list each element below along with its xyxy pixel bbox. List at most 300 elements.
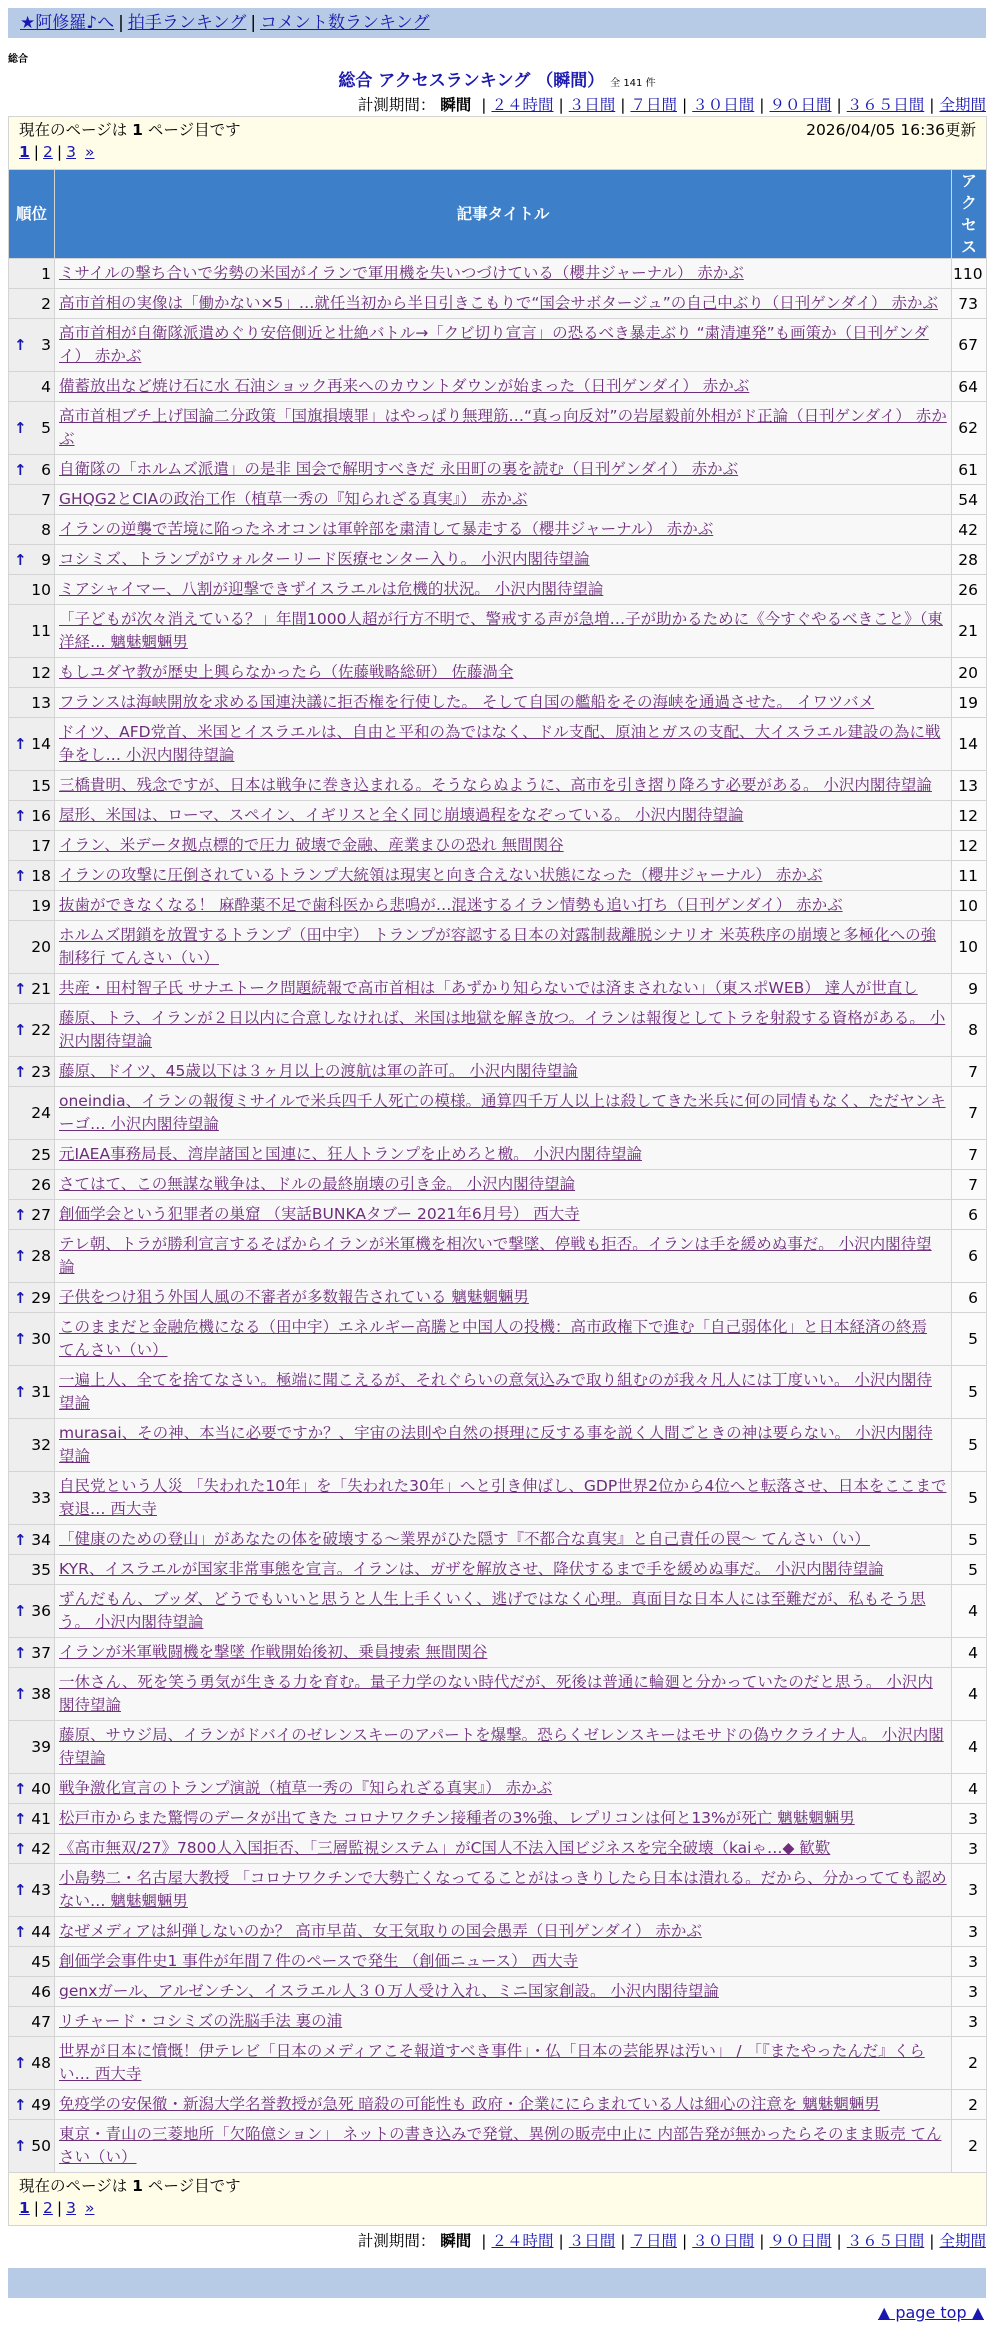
rank-up-arrow-icon: ↑ [14, 419, 27, 437]
article-link[interactable]: 藤原、トラ、イランが２日以内に合意しなければ、米国は地獄を解き放つ。イランは報復としてトラを射殺する資格がある。 小沢内閣待望論 [59, 1009, 946, 1050]
access-count: 19 [952, 688, 987, 718]
title-cell [55, 974, 952, 1004]
rank-number: 28 [31, 1247, 51, 1265]
rank-up-arrow-icon: ↑ [14, 979, 27, 998]
access-count: 7 [952, 1057, 987, 1087]
rank-number: 43 [31, 1881, 51, 1899]
table-row [9, 891, 987, 921]
rank-number: 2 [41, 294, 51, 313]
period-selector-bottom [8, 2228, 986, 2254]
article-link[interactable]: 藤原、サウジ局、イランがドバイのゼレンスキーのアパートを爆撃。恐らくゼレンスキーはモサドの偽ウクライナ人。 小沢内閣待望論 [59, 1726, 944, 1767]
rank-number: 31 [31, 1383, 51, 1401]
rank-up-arrow-icon: ↑ [14, 1062, 27, 1081]
rank-number: 50 [31, 2137, 51, 2155]
rank-number: 24 [31, 1104, 51, 1122]
current-page-text-bottom: 現在のページは 1 ページ目です [19, 2177, 241, 2195]
title-cell [55, 1004, 952, 1057]
period-link[interactable]: ３日間 [568, 2232, 616, 2250]
rank-number: 17 [31, 836, 51, 855]
access-count: 3 [952, 1834, 987, 1864]
period-link[interactable]: ３０日間 [692, 96, 755, 114]
article-link[interactable]: 一遍上人、全てを捨てなさい。極端に聞こえるが、それぐらいの意気込みで取り組むのが我々凡人には丁度いい。 小沢内閣待望論 [59, 1371, 932, 1412]
title-cell [55, 688, 952, 718]
rank-cell [9, 658, 55, 688]
article-link[interactable]: 創価学会という犯罪者の巣窟 （実話BUNKAタブー 2021年6月号） 西大寺 [59, 1205, 580, 1223]
period-selector-top [8, 94, 986, 116]
rank-number: 9 [41, 550, 51, 569]
rank-number: 25 [31, 1145, 51, 1164]
rank-cell [9, 259, 55, 289]
article-link[interactable]: ずんだもん、ブッダ、どうでもいいと思うと人生上手くいく、逃げではなく心理。真面目な日本人には至難だが、私もそう思う。 小沢内閣待望論 [59, 1590, 926, 1631]
rank-cell [9, 1834, 55, 1864]
table-row [9, 1525, 987, 1555]
table-row [9, 1140, 987, 1170]
nav-separator: | [250, 13, 257, 33]
title-cell [55, 718, 952, 771]
rank-number: 36 [31, 1602, 51, 1620]
article-link[interactable]: murasai、その神、本当に必要ですか？、宇宙の法則や自然の摂理に反する事を説く人間ごときの神は要らない。 小沢内閣待望論 [59, 1424, 933, 1465]
title-cell [55, 259, 952, 289]
access-count: 10 [952, 921, 987, 974]
rank-number: 10 [31, 580, 51, 599]
title-cell [55, 1230, 952, 1283]
title-cell [55, 1200, 952, 1230]
table-row [9, 1283, 987, 1313]
rank-number: 15 [31, 776, 51, 795]
article-link[interactable]: 備蓄放出など焼け石に水 石油ショック再来へのカウントダウンが始まった（日刊ゲンダイ） 赤かぶ [59, 377, 750, 395]
title-cell [55, 1140, 952, 1170]
table-row [9, 1721, 987, 1774]
access-count: 10 [952, 891, 987, 921]
period-separator: | [620, 96, 626, 114]
table-row [9, 1200, 987, 1230]
pager-page-2[interactable]: 2 [43, 2199, 53, 2217]
access-count: 9 [952, 974, 987, 1004]
current-page-text: 現在のページは 1 ページ目です [19, 121, 241, 139]
period-separator: | [682, 96, 688, 114]
table-row [9, 1947, 987, 1977]
title-cell [55, 1917, 952, 1947]
access-count: 64 [952, 372, 987, 402]
period-link[interactable]: ２４時間 [491, 96, 554, 114]
rank-cell [9, 289, 55, 319]
rank-cell [9, 1087, 55, 1140]
title-cell [55, 1977, 952, 2007]
access-count: 12 [952, 831, 987, 861]
rank-up-arrow-icon: ↑ [14, 1288, 27, 1307]
rank-up-arrow-icon: ↑ [14, 1881, 27, 1899]
table-row [9, 1638, 987, 1668]
access-count: 5 [952, 1419, 987, 1472]
pager-page-3[interactable]: 3 [66, 2199, 77, 2217]
nav-link-clap-ranking[interactable]: 拍手ランキング [127, 13, 247, 33]
period-separator: | [836, 2232, 842, 2250]
title-cell [55, 2090, 952, 2120]
rank-cell [9, 771, 55, 801]
title-cell [55, 1472, 952, 1525]
rank-cell [9, 1804, 55, 1834]
table-row [9, 771, 987, 801]
table-row [9, 1087, 987, 1140]
article-link[interactable]: 自民党という人災 「失われた10年」を「失われた30年」へと引き伸ばし、GDP世界2位から4位へと転落させ、日本をここまで衰退… 西大寺 [59, 1477, 947, 1518]
rank-up-arrow-icon: ↑ [14, 866, 27, 885]
article-link[interactable]: 共産・田村智子氏 サナエトーク問題続報で高市首相は「あずかり知らないでは済まされない」（東スポWEB） 達人が世直し [59, 979, 918, 997]
rank-cell [9, 1366, 55, 1419]
article-link[interactable]: GHQG2とCIAの政治工作（植草一秀の『知られざる真実』） 赤かぶ [59, 490, 528, 508]
rank-up-arrow-icon: ↑ [14, 1021, 27, 1039]
table-row [9, 2007, 987, 2037]
pager-page-3[interactable]: 3 [66, 143, 77, 161]
rank-number: 23 [31, 1062, 51, 1081]
table-info-row-bottom [9, 2173, 987, 2226]
title-cell [55, 605, 952, 658]
rank-cell [9, 1917, 55, 1947]
article-link[interactable]: 高市首相ブチ上げ国論二分政策「国旗損壊罪」はやっぱり無理筋…“真っ向反対”の岩屋毅前外相がド正論（日刊ゲンダイ） 赤かぶ [59, 407, 947, 448]
page-top-link[interactable]: ▲ page top ▲ [877, 2303, 984, 2322]
table-info-row [9, 117, 987, 170]
rank-number: 20 [31, 938, 51, 956]
rank-number: 4 [41, 377, 51, 396]
title-cell [55, 515, 952, 545]
table-row [9, 2120, 987, 2173]
table-row [9, 1057, 987, 1087]
page-title [8, 70, 986, 92]
rank-number: 22 [31, 1021, 51, 1039]
table-row [9, 1230, 987, 1283]
period-separator: | [929, 96, 935, 114]
title-cell [55, 1721, 952, 1774]
article-link[interactable]: 子供をつけ狙う外国人風の不審者が多数報告されている 魑魅魍魎男 [59, 1288, 529, 1306]
table-row [9, 605, 987, 658]
rank-cell [9, 1721, 55, 1774]
rank-number: 44 [31, 1922, 51, 1941]
period-separator: | [481, 2232, 487, 2250]
rank-number: 6 [41, 460, 51, 479]
title-cell [55, 771, 952, 801]
period-link[interactable]: ３６５日間 [846, 2232, 925, 2250]
title-cell [55, 1668, 952, 1721]
article-link[interactable]: イランの逆襲で苦境に陥ったネオコンは軍幹部を粛清して暴走する（櫻井ジャーナル） 赤かぶ [59, 520, 714, 538]
period-current: 瞬間 [440, 96, 472, 114]
article-link[interactable]: コシミズ、トランプがウォルターリード医療センター入り。 小沢内閣待望論 [59, 550, 590, 568]
rank-cell [9, 718, 55, 771]
period-separator: | [558, 96, 564, 114]
access-count: 3 [952, 1864, 987, 1917]
period-link[interactable]: ９０日間 [769, 2232, 832, 2250]
table-row [9, 831, 987, 861]
table-row [9, 545, 987, 575]
access-count: 6 [952, 1283, 987, 1313]
title-cell [55, 545, 952, 575]
title-cell [55, 1804, 952, 1834]
access-count: 3 [952, 1947, 987, 1977]
period-separator: | [682, 2232, 688, 2250]
access-count: 13 [952, 771, 987, 801]
table-row [9, 319, 987, 372]
rank-number: 32 [31, 1436, 51, 1454]
rank-cell [9, 372, 55, 402]
pager-page-1[interactable]: 1 [19, 143, 30, 161]
access-count: 6 [952, 1230, 987, 1283]
pager-top: 1 | 2 | 3 » [19, 143, 95, 161]
article-link[interactable]: 屋形、米国は、ローマ、スペイン、イギリスと全く同じ崩壊過程をなぞっている。 小沢内閣待望論 [59, 806, 744, 824]
title-cell [55, 1525, 952, 1555]
table-row [9, 658, 987, 688]
access-count: 26 [952, 575, 987, 605]
article-link[interactable]: 抜歯ができなくなる！ 麻酔薬不足で歯科医から悲鳴が…混迷するイラン情勢も追い打ち（日刊ゲンダイ） 赤かぶ [59, 896, 843, 914]
rank-number: 8 [41, 520, 51, 539]
access-count: 54 [952, 485, 987, 515]
article-link[interactable]: 松戸市からまた驚愕のデータが出てきた コロナワクチン接種者の3%強、レプリコンは何と13%が死亡 魑魅魍魎男 [59, 1809, 855, 1827]
article-link[interactable]: イランの攻撃に圧倒されているトランプ大統領は現実と向き合えない状態になった（櫻井ジャーナル） 赤かぶ [59, 866, 823, 884]
rank-up-arrow-icon: ↑ [14, 806, 27, 825]
pager-next[interactable]: » [84, 2199, 95, 2217]
rank-up-arrow-icon: ↑ [14, 1839, 27, 1858]
rank-cell [9, 1668, 55, 1721]
access-count: 20 [952, 658, 987, 688]
rank-number: 49 [31, 2095, 51, 2114]
title-cell [55, 1087, 952, 1140]
table-row [9, 2090, 987, 2120]
article-link[interactable]: もしユダヤ教が歴史上興らなかったら（佐藤戦略総研） 佐藤渦全 [59, 663, 514, 681]
article-link[interactable]: このままだと金融危機になる（田中宇）エネルギー高騰と中国人の投機：高市政権下で進む「自己弱体化」と日本経済の終焉 てんさい（い） [59, 1318, 928, 1359]
rank-cell [9, 545, 55, 575]
rank-up-arrow-icon: ↑ [14, 1383, 27, 1401]
table-row [9, 1774, 987, 1804]
rank-cell [9, 575, 55, 605]
rank-number: 11 [31, 622, 51, 640]
article-link[interactable]: 世界が日本に憤慨！伊テレビ「日本のメディアこそ報道すべき事件」・仏「日本の芸能界は汚い」 / 「『またやったんだ』くらい… 西大寺 [59, 2042, 925, 2083]
table-row [9, 372, 987, 402]
rank-number: 39 [31, 1738, 51, 1756]
period-current: 瞬間 [440, 2232, 472, 2250]
article-link[interactable]: なぜメディアは糾弾しないのか？ 高市早苗、女王気取りの国会愚弄（日刊ゲンダイ） 赤かぶ [59, 1922, 702, 1940]
rank-cell [9, 1170, 55, 1200]
article-link[interactable]: 「子どもが次々消えている？」年間1000人超が行方不明で、警戒する声が急増…子が助かるために《今すぐやるべきこと》（東洋経… 魑魅魍魎男 [59, 610, 943, 651]
article-link[interactable]: oneindia、イランの報復ミサイルで米兵四千人死亡の模様。通算四千万人以上は殺してきた米兵に何の同情もなく、ただヤンキーゴ… 小沢内閣待望論 [59, 1092, 946, 1133]
article-link[interactable]: ホルムズ閉鎖を放置するトランプ（田中宇） トランプが容認する日本の対露制裁離脱シナリオ 米英秩序の崩壊と多極化への強制移行 てんさい（い） [59, 926, 937, 967]
table-row [9, 1419, 987, 1472]
period-link[interactable]: ３６５日間 [846, 96, 925, 114]
table-row [9, 718, 987, 771]
period-label: 計測期間： [357, 96, 436, 114]
table-row [9, 1313, 987, 1366]
access-count: 42 [952, 515, 987, 545]
table-row [9, 974, 987, 1004]
table-row [9, 1977, 987, 2007]
article-link[interactable]: 一休さん、死を笑う勇気が生きる力を育む。量子力学のない時代だが、死後は普通に輪廻と分かっていたのだと思う。 小沢内閣待望論 [59, 1673, 933, 1714]
nav-link-comment-ranking[interactable]: コメント数ランキング [260, 13, 430, 33]
table-row [9, 289, 987, 319]
table-row [9, 688, 987, 718]
title-cell [55, 1774, 952, 1804]
rank-cell [9, 1525, 55, 1555]
rank-number: 19 [31, 896, 51, 915]
period-link[interactable]: 全期間 [939, 96, 986, 114]
table-row [9, 1585, 987, 1638]
table-row [9, 1555, 987, 1585]
title-cell [55, 2120, 952, 2173]
rank-number: 14 [31, 735, 51, 753]
article-link[interactable]: イラン、米データ拠点標的で圧力 破壊で金融、産業まひの恐れ 無間関谷 [59, 836, 564, 854]
title-cell [55, 2037, 952, 2090]
access-count: 3 [952, 1977, 987, 2007]
access-count: 67 [952, 319, 987, 372]
article-link[interactable]: 小島勢二・名古屋大教授 「コロナワクチンで大勢亡くなってることがはっきりしたら日本は潰れる。だから、分かってても認めない… 魑魅魍魎男 [59, 1869, 947, 1910]
nav-separator: | [118, 13, 124, 33]
period-separator: | [620, 2232, 626, 2250]
rank-cell [9, 485, 55, 515]
article-link[interactable]: ドイツ、AFD党首、米国とイスラエルは、自由と平和の為ではなく、ドル支配、原油とガスの支配、大イスラエル建設の為に戦争をし… 小沢内閣待望論 [59, 723, 941, 764]
article-link[interactable]: 創価学会事件史1 事件が年間７件のペースで発生 （創価ニュース） 西大寺 [59, 1952, 579, 1970]
access-count: 5 [952, 1555, 987, 1585]
rank-up-arrow-icon: ↑ [14, 1922, 27, 1941]
article-link[interactable]: 高市首相の実像は「働かない×5」…就任当初から半日引きこもりで“国会サボタージュ”の自己中ぶり（日刊ゲンダイ） 赤かぶ [59, 294, 938, 312]
rank-cell [9, 1774, 55, 1804]
access-count: 5 [952, 1366, 987, 1419]
title-cell [55, 861, 952, 891]
rank-cell [9, 515, 55, 545]
table-row [9, 2037, 987, 2090]
table-header-row [9, 170, 987, 259]
article-link[interactable]: 高市首相が自衛隊派遣めぐり安倍側近と壮絶バトル→「クビ切り宣言」の恐るべき暴走ぶり “粛清連発”も画策か（日刊ゲンダイ） 赤かぶ [59, 324, 929, 365]
table-row [9, 1864, 987, 1917]
title-cell [55, 319, 952, 372]
rank-up-arrow-icon: ↑ [14, 1643, 27, 1662]
title-cell [55, 289, 952, 319]
rank-up-arrow-icon: ↑ [14, 1330, 27, 1348]
article-link[interactable]: 元IAEA事務局長、湾岸諸国と国連に、狂人トランプを止めろと檄。 小沢内閣待望論 [59, 1145, 643, 1163]
period-link[interactable]: ９０日間 [769, 96, 832, 114]
access-count: 21 [952, 605, 987, 658]
rank-cell [9, 605, 55, 658]
access-count: 7 [952, 1170, 987, 1200]
table-row [9, 801, 987, 831]
period-link[interactable]: ７日間 [630, 96, 677, 114]
rank-up-arrow-icon: ↑ [14, 550, 27, 569]
table-row [9, 1668, 987, 1721]
period-link[interactable]: ７日間 [630, 2232, 677, 2250]
rank-up-arrow-icon: ↑ [14, 735, 27, 753]
title-cell [55, 1313, 952, 1366]
article-link[interactable]: genxガール、アルゼンチン、イスラエル人３０万人受け入れ、ミニ国家創設。 小沢内閣待望論 [59, 1982, 719, 2000]
article-link[interactable]: イランが米軍戦闘機を撃墜 作戦開始後初、乗員捜索 無間関谷 [59, 1643, 488, 1661]
article-link[interactable]: フランスは海峡開放を求める国連決議に拒否権を行使した。 そして自国の艦船をその海峡を通過させた。 イワツバメ [59, 693, 875, 711]
access-count: 73 [952, 289, 987, 319]
rank-cell [9, 2120, 55, 2173]
title-cell [55, 921, 952, 974]
rank-up-arrow-icon: ↑ [14, 1530, 27, 1549]
col-header-rank: 順位 [9, 170, 55, 259]
table-row [9, 259, 987, 289]
period-link[interactable]: 全期間 [939, 2232, 986, 2250]
table-row [9, 1366, 987, 1419]
article-link[interactable]: テレ朝、トラが勝利宣言するそばからイランが米軍機を相次いで撃墜、停戦も拒否。イランは手を緩めぬ事だ。 小沢内閣待望論 [59, 1235, 932, 1276]
access-count: 110 [952, 259, 987, 289]
page-title-text: 総合 アクセスランキング （瞬間） [338, 71, 605, 91]
rank-up-arrow-icon: ↑ [14, 1809, 27, 1828]
title-cell [55, 1555, 952, 1585]
access-count: 3 [952, 1804, 987, 1834]
article-link[interactable]: 戦争激化宣言のトランプ演説（植草一秀の『知られざる真実』） 赤かぶ [59, 1779, 553, 1797]
rank-cell [9, 831, 55, 861]
table-row [9, 921, 987, 974]
access-count: 3 [952, 2007, 987, 2037]
rank-cell [9, 1057, 55, 1087]
period-link[interactable]: ２４時間 [491, 2232, 554, 2250]
article-link[interactable]: 三橋貴明、残念ですが、日本は戦争に巻き込まれる。そうならぬように、高市を引き摺り降ろす必要がある。 小沢内閣待望論 [59, 776, 932, 794]
access-count: 61 [952, 455, 987, 485]
col-header-access: アクセス [952, 170, 987, 259]
rank-cell [9, 1555, 55, 1585]
title-cell [55, 2007, 952, 2037]
article-link[interactable]: 「健康のための登山」があなたの体を破壊する〜業界がひた隠す『不都合な真実』と自己責任の罠〜 てんさい（い） [59, 1530, 870, 1548]
period-separator: | [759, 2232, 765, 2250]
access-count: 14 [952, 718, 987, 771]
pager-next[interactable]: » [84, 143, 95, 161]
table-row [9, 1170, 987, 1200]
article-link[interactable]: 《高市無双/27》7800人入国拒否、「三層監視システム」がC国人不法入国ビジネスを完全破壊（kaiゃ…◆ 歓歎 [59, 1839, 831, 1857]
article-link[interactable]: 免疫学の安保徹・新潟大学名誉教授が急死 暗殺の可能性も 政府・企業ににらまれている人は細心の注意を 魑魅魍魎男 [59, 2095, 880, 2113]
rank-cell [9, 2007, 55, 2037]
period-separator: | [481, 96, 487, 114]
rank-cell [9, 1864, 55, 1917]
title-cell [55, 831, 952, 861]
rank-cell [9, 861, 55, 891]
article-link[interactable]: ミサイルの撃ち合いで劣勢の米国がイランで軍用機を失いつづけている（櫻井ジャーナル） 赤かぶ [59, 264, 744, 282]
rank-cell [9, 1004, 55, 1057]
pager-page-2[interactable]: 2 [43, 143, 53, 161]
article-link[interactable]: KYR、イスラエルが国家非常事態を宣言。イランは、ガザを解放させ、降伏するまで手を緩めぬ事だ。 小沢内閣待望論 [59, 1560, 884, 1578]
rank-cell [9, 688, 55, 718]
title-cell [55, 1638, 952, 1668]
title-cell [55, 1864, 952, 1917]
rank-cell [9, 1977, 55, 2007]
access-count: 6 [952, 1200, 987, 1230]
rank-cell [9, 455, 55, 485]
article-link[interactable]: 東京・青山の三菱地所「欠陥億ション」 ネットの書き込みで発覚、異例の販売中止に 内部告発が無かったらそのまま販売 てんさい（い） [59, 2125, 942, 2166]
rank-number: 48 [31, 2054, 51, 2072]
rank-number: 37 [31, 1643, 51, 1662]
table-row [9, 455, 987, 485]
pager-page-1[interactable]: 1 [19, 2199, 30, 2217]
rank-number: 26 [31, 1175, 51, 1194]
article-link[interactable]: ミアシャイマー、八割が迎撃できずイスラエルは危機的状況。 小沢内閣待望論 [59, 580, 604, 598]
rank-cell [9, 1313, 55, 1366]
rank-cell [9, 1140, 55, 1170]
rank-number: 45 [31, 1952, 51, 1971]
period-link[interactable]: ３０日間 [692, 2232, 755, 2250]
article-link[interactable]: 藤原、ドイツ、45歳以下は３ヶ月以上の渡航は軍の許可。 小沢内閣待望論 [59, 1062, 578, 1080]
article-link[interactable]: 自衛隊の「ホルムズ派遣」の是非 国会で解明すべきだ 永田町の裏を読む（日刊ゲンダイ） 赤かぶ [59, 460, 739, 478]
table-row [9, 402, 987, 455]
article-link[interactable]: リチャード・コシミズの洗脳手法 裏の浦 [59, 2012, 343, 2030]
table-row [9, 485, 987, 515]
period-link[interactable]: ３日間 [568, 96, 616, 114]
rank-up-arrow-icon: ↑ [14, 460, 27, 479]
pager-bottom: 1 | 2 | 3 » [19, 2199, 95, 2217]
rank-number: 33 [31, 1489, 51, 1507]
rank-cell [9, 1947, 55, 1977]
footer-bar [8, 2268, 986, 2298]
article-link[interactable]: さてはて、この無謀な戦争は、ドルの最終崩壊の引き金。 小沢内閣待望論 [59, 1175, 576, 1193]
title-cell [55, 1366, 952, 1419]
title-cell [55, 485, 952, 515]
nav-link-asyura[interactable]: ★阿修羅♪へ [20, 13, 115, 33]
title-cell [55, 575, 952, 605]
access-count: 12 [952, 801, 987, 831]
access-count: 3 [952, 1917, 987, 1947]
